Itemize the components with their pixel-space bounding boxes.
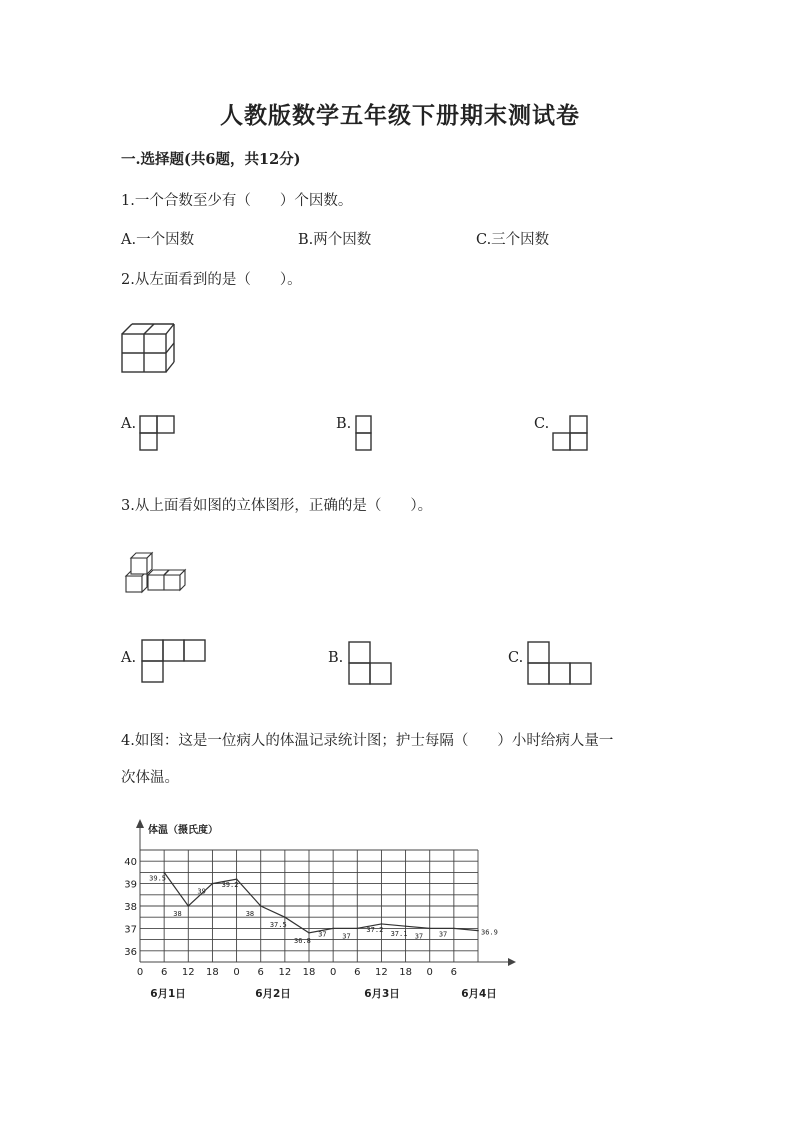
question-4-text-line-2: 次体温。 [121, 770, 179, 786]
data-point [308, 932, 310, 934]
question-1-text: 1.一个合数至少有（ ）个因数。 [121, 193, 353, 209]
data-label: 38 [245, 910, 255, 918]
chart-y-axis-arrow [136, 819, 144, 828]
x-tick-label: 0 [426, 967, 433, 978]
chart-x-ticks [137, 967, 457, 978]
data-label: 36.8 [294, 936, 311, 945]
data-point [236, 878, 238, 880]
question-4-text-line-1: 4.如图：这是一位病人的体温记录统计图；护士每隔（ ）小时给病人量一 [121, 733, 614, 749]
question-2-option-a[interactable]: A. [121, 416, 137, 432]
data-label: 39 [197, 887, 206, 896]
data-point [187, 905, 189, 907]
data-label: 39.5 [149, 874, 167, 883]
section-heading: 一.选择题(共6题，共12分) [121, 151, 301, 168]
page-title: 人教版数学五年级下册期末测试卷 [220, 102, 580, 129]
x-tick-label: 6 [160, 967, 168, 978]
y-tick-label: 37 [124, 924, 137, 936]
y-tick-label: 40 [124, 857, 137, 869]
x-tick-label: 12 [181, 967, 195, 978]
question-1-option-c[interactable]: C.三个因数 [476, 232, 550, 248]
chart-series [149, 872, 498, 945]
x-tick-label: 18 [302, 967, 316, 978]
data-label: 37 [318, 930, 327, 939]
y-tick-label: 36 [124, 946, 137, 958]
x-tick-label: 6 [354, 967, 361, 978]
data-label: 36.9 [481, 928, 498, 937]
data-point [429, 928, 431, 930]
data-point [332, 928, 334, 930]
question-3-option-a[interactable]: A. [121, 650, 137, 666]
chart-ylabel: 体温（摄氏度） [148, 825, 218, 836]
x-tick-label: 18 [399, 967, 412, 978]
data-label: 37 [414, 932, 424, 941]
data-label: 39.2 [221, 881, 239, 890]
x-tick-label: 18 [206, 967, 219, 978]
data-point [381, 923, 383, 925]
question-2-option-b[interactable]: B. [336, 416, 352, 432]
y-tick-label: 39 [124, 879, 137, 891]
data-label: 37 [342, 932, 351, 941]
data-point [356, 928, 358, 930]
data-point [284, 916, 286, 918]
data-point [163, 872, 165, 874]
x-tick-label: 0 [136, 967, 144, 978]
question-2-text: 2.从左面看到的是（ ）。 [121, 272, 302, 288]
data-point [212, 883, 214, 885]
question-3-text: 3.从上面看如图的立体图形，正确的是（ ）。 [121, 498, 433, 514]
data-point [453, 928, 455, 930]
data-point [260, 905, 262, 907]
x-tick-label: 0 [329, 967, 337, 978]
data-label: 38 [173, 910, 182, 918]
x-tick-label: 12 [375, 967, 388, 978]
data-point [477, 930, 479, 932]
data-label: 37.5 [269, 921, 287, 930]
chart-grid [140, 850, 478, 962]
day-label: 6月2日 [255, 988, 291, 1000]
series-line [164, 872, 478, 932]
data-label: 37.2 [366, 925, 384, 934]
chart-x-axis-arrow [508, 958, 516, 966]
question-1-option-a[interactable]: A.一个因数 [121, 232, 195, 248]
x-tick-label: 0 [233, 967, 240, 978]
data-label: 37.1 [390, 930, 408, 939]
question-3-option-c[interactable]: C. [508, 650, 524, 666]
day-label: 6月3日 [364, 988, 400, 1000]
chart-y-ticks [124, 857, 137, 958]
question-1-option-b[interactable]: B.两个因数 [298, 232, 372, 248]
chart-day-labels [150, 987, 497, 1000]
x-tick-label: 12 [278, 967, 292, 978]
x-tick-label: 6 [257, 967, 264, 978]
day-label: 6月4日 [461, 988, 497, 1000]
question-3-option-b[interactable]: B. [328, 650, 344, 666]
x-tick-label: 6 [450, 967, 458, 978]
data-label: 37 [438, 930, 448, 939]
day-label: 6月1日 [150, 988, 186, 1000]
question-2-option-c[interactable]: C. [534, 416, 550, 432]
y-tick-label: 38 [124, 902, 137, 913]
data-point [405, 925, 407, 927]
